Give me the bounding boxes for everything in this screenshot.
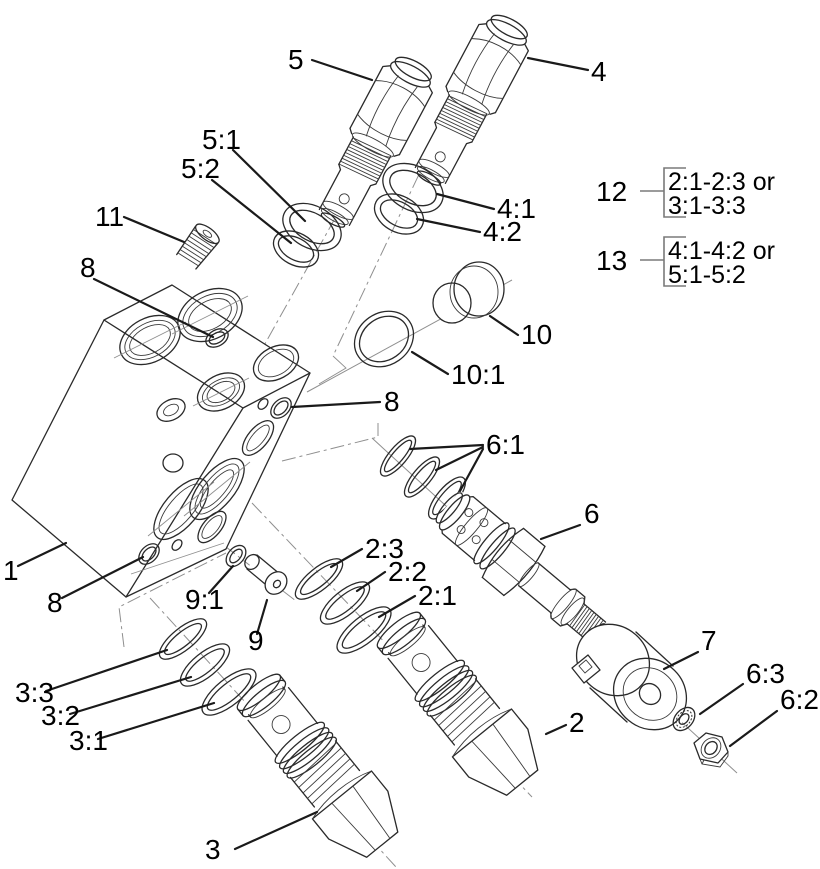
legend bbox=[596, 168, 775, 289]
legend-12-line-1: 2:1-2:3 or bbox=[668, 168, 776, 196]
cartridge-valve-2 bbox=[364, 600, 551, 806]
legend-item-13 bbox=[596, 237, 775, 289]
plug-10 bbox=[433, 262, 504, 323]
callout-3-1: 3:1 bbox=[69, 725, 108, 756]
callout-5: 5 bbox=[288, 44, 304, 75]
callout-8-top: 8 bbox=[80, 252, 96, 283]
plug-11 bbox=[175, 221, 222, 271]
legend-ref-13: 13 bbox=[596, 245, 628, 276]
callout-2: 2 bbox=[569, 707, 585, 738]
callout-5-2: 5:2 bbox=[181, 153, 220, 184]
callout-6-1: 6:1 bbox=[486, 429, 525, 460]
callout-8-bottom: 8 bbox=[47, 587, 63, 618]
callout-1: 1 bbox=[3, 555, 19, 586]
callout-6: 6 bbox=[584, 498, 600, 529]
valve-block bbox=[12, 278, 310, 597]
callout-10-1: 10:1 bbox=[451, 359, 506, 390]
legend-13-line-2: 5:1-5:2 bbox=[668, 261, 746, 289]
callout-9: 9 bbox=[248, 625, 264, 656]
legend-item-12 bbox=[596, 168, 775, 220]
callout-10: 10 bbox=[521, 319, 553, 350]
legend-13-line-1: 4:1-4:2 or bbox=[668, 237, 776, 265]
callout-7: 7 bbox=[701, 625, 717, 656]
legend-ref-12: 12 bbox=[596, 176, 628, 207]
callout-2-2: 2:2 bbox=[388, 556, 427, 587]
callout-5-1: 5:1 bbox=[202, 124, 241, 155]
callout-2-1: 2:1 bbox=[418, 580, 457, 611]
cartridge-valve-3 bbox=[224, 662, 411, 868]
callout-9-1: 9:1 bbox=[185, 584, 224, 615]
callout-11: 11 bbox=[95, 201, 125, 232]
callout-3-3: 3:3 bbox=[15, 677, 54, 708]
callout-6-2: 6:2 bbox=[780, 684, 819, 715]
callout-2-3: 2:3 bbox=[365, 533, 404, 564]
legend-12-line-2: 3:1-3:3 bbox=[668, 192, 746, 220]
callout-4-2: 4:2 bbox=[483, 216, 522, 247]
callout-8-middle: 8 bbox=[384, 386, 400, 417]
nut-6-2 bbox=[694, 733, 728, 767]
callout-3: 3 bbox=[205, 834, 221, 865]
callout-3-2: 3:2 bbox=[41, 700, 80, 731]
callout-6-3: 6:3 bbox=[746, 658, 785, 689]
oring-4-2 bbox=[368, 186, 431, 242]
callout-4-1: 4:1 bbox=[497, 193, 536, 224]
oring-10-1 bbox=[344, 300, 425, 378]
callout-4: 4 bbox=[591, 56, 607, 87]
